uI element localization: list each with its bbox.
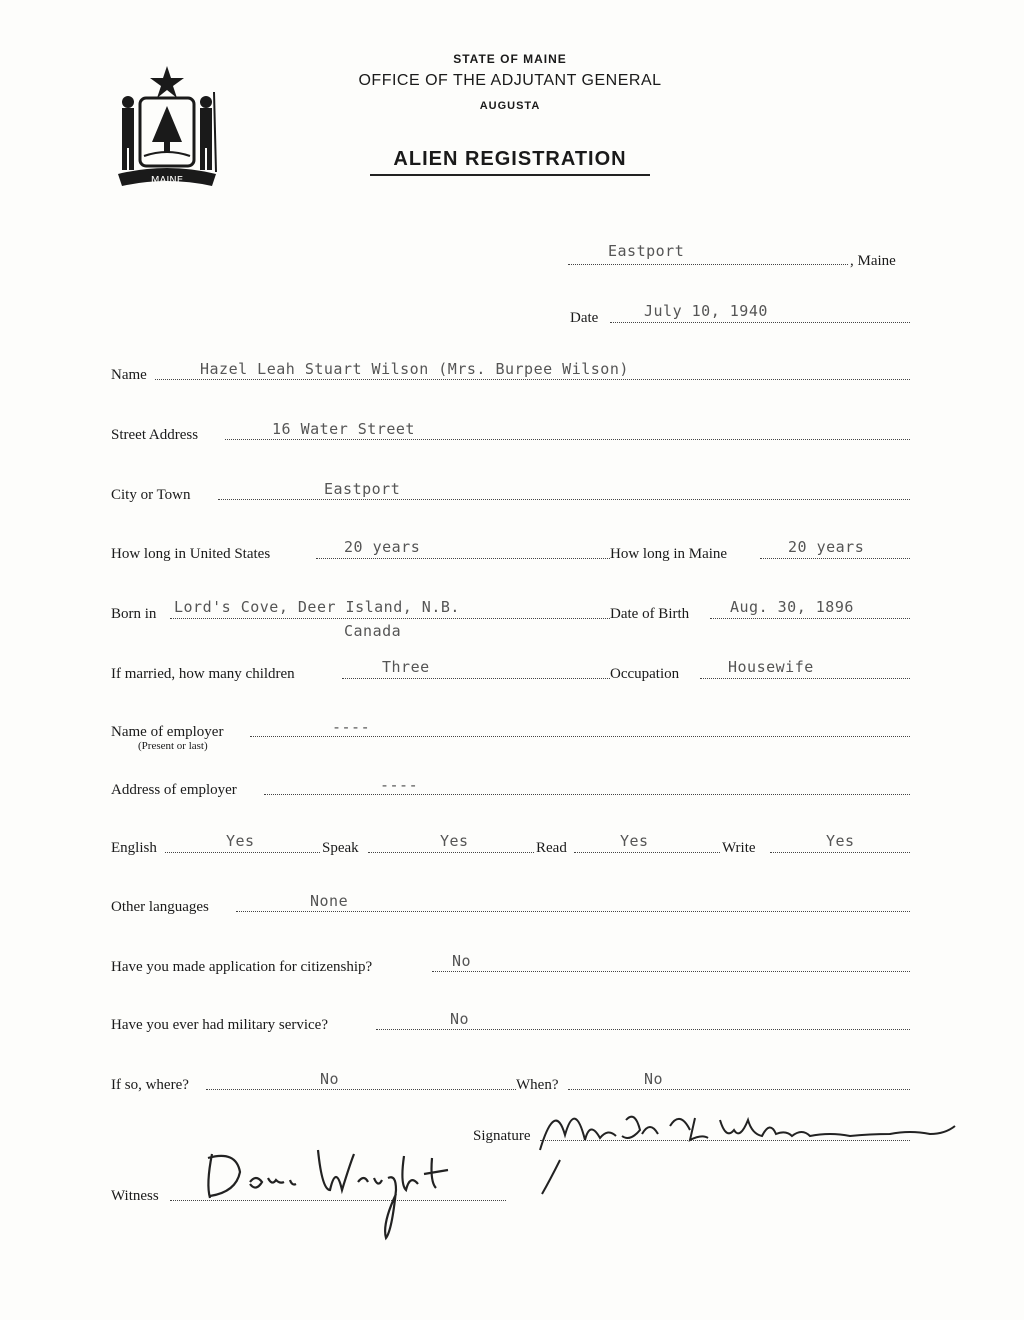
- place-line: [568, 264, 848, 265]
- header-city: AUGUSTA: [479, 100, 541, 112]
- citizenship-label: Have you made application for citizenship?: [111, 959, 373, 975]
- read-value: Yes: [620, 832, 649, 850]
- english-label: English: [111, 840, 157, 856]
- place-suffix: , Maine: [850, 253, 896, 269]
- when-value: No: [644, 1070, 664, 1088]
- citizenship-line: [432, 971, 910, 972]
- born-line: [170, 618, 610, 619]
- children-line: [342, 678, 610, 679]
- street-label: Street Address: [111, 427, 199, 443]
- name-value: Hazel Leah Stuart Wilson (Mrs. Burpee Wilson): [200, 360, 629, 378]
- occupation-label: Occupation: [610, 666, 680, 682]
- date-line: [610, 322, 910, 323]
- header-office: OFFICE OF THE ADJUTANT GENERAL: [358, 72, 662, 89]
- city-line: [218, 499, 910, 500]
- employer-address-line: [264, 794, 910, 795]
- read-label: Read: [536, 840, 567, 856]
- when-label: When?: [516, 1077, 559, 1093]
- where-value: No: [320, 1070, 340, 1088]
- us-duration-line: [316, 558, 610, 559]
- write-label: Write: [722, 840, 756, 856]
- street-value: 16 Water Street: [272, 420, 415, 438]
- citizenship-value: No: [452, 952, 472, 970]
- us-duration-label: How long in United States: [111, 546, 271, 562]
- born-value: Lord's Cove, Deer Island, N.B.: [174, 598, 460, 616]
- where-line: [206, 1089, 516, 1090]
- name-label: Name: [111, 367, 147, 383]
- employer-label: Name of employer: [111, 724, 224, 740]
- city-value: Eastport: [324, 480, 401, 498]
- place-value: Eastport: [608, 242, 685, 260]
- english-value: Yes: [226, 832, 255, 850]
- children-value: Three: [382, 658, 430, 676]
- write-value: Yes: [826, 832, 855, 850]
- dob-label: Date of Birth: [610, 606, 690, 622]
- employer-value: ----: [332, 718, 371, 736]
- born-label: Born in: [111, 606, 157, 622]
- english-line: [165, 852, 320, 853]
- us-duration-value: 20 years: [344, 538, 421, 556]
- street-line: [225, 439, 910, 440]
- dob-line: [710, 618, 910, 619]
- title-underline: [370, 174, 650, 176]
- military-value: No: [450, 1010, 470, 1028]
- signature-label: Signature: [473, 1128, 531, 1144]
- witness-signature-icon: [196, 1134, 466, 1244]
- military-line: [376, 1029, 910, 1030]
- maine-state-seal-icon: [112, 62, 222, 190]
- write-line: [770, 852, 910, 853]
- maine-duration-line: [760, 558, 910, 559]
- date-value: July 10, 1940: [644, 302, 768, 320]
- dob-value: Aug. 30, 1896: [730, 598, 854, 616]
- other-languages-line: [236, 911, 910, 912]
- employer-address-label: Address of employer: [111, 782, 237, 798]
- date-label: Date: [570, 310, 599, 326]
- maine-duration-value: 20 years: [788, 538, 865, 556]
- speak-label: Speak: [322, 840, 359, 856]
- header-state: STATE OF MAINE: [453, 52, 567, 66]
- born-country: Canada: [344, 622, 402, 640]
- speak-value: Yes: [440, 832, 469, 850]
- other-languages-value: None: [310, 892, 349, 910]
- svg-text:MAINE: MAINE: [150, 175, 184, 186]
- occupation-line: [700, 678, 910, 679]
- maine-duration-label: How long in Maine: [610, 546, 728, 562]
- applicant-signature-icon: [530, 1090, 970, 1200]
- city-label: City or Town: [111, 487, 191, 503]
- form-title: ALIEN REGISTRATION: [393, 148, 627, 170]
- witness-label: Witness: [111, 1188, 159, 1204]
- employer-sublabel: (Present or last): [138, 740, 208, 752]
- occupation-value: Housewife: [728, 658, 814, 676]
- speak-line: [368, 852, 534, 853]
- children-label: If married, how many children: [111, 666, 295, 682]
- employer-line: [250, 736, 910, 737]
- other-languages-label: Other languages: [111, 899, 209, 915]
- name-line: [155, 379, 910, 380]
- military-label: Have you ever had military service?: [111, 1017, 328, 1033]
- employer-address-value: ----: [380, 776, 419, 794]
- read-line: [574, 852, 720, 853]
- where-label: If so, where?: [111, 1077, 189, 1093]
